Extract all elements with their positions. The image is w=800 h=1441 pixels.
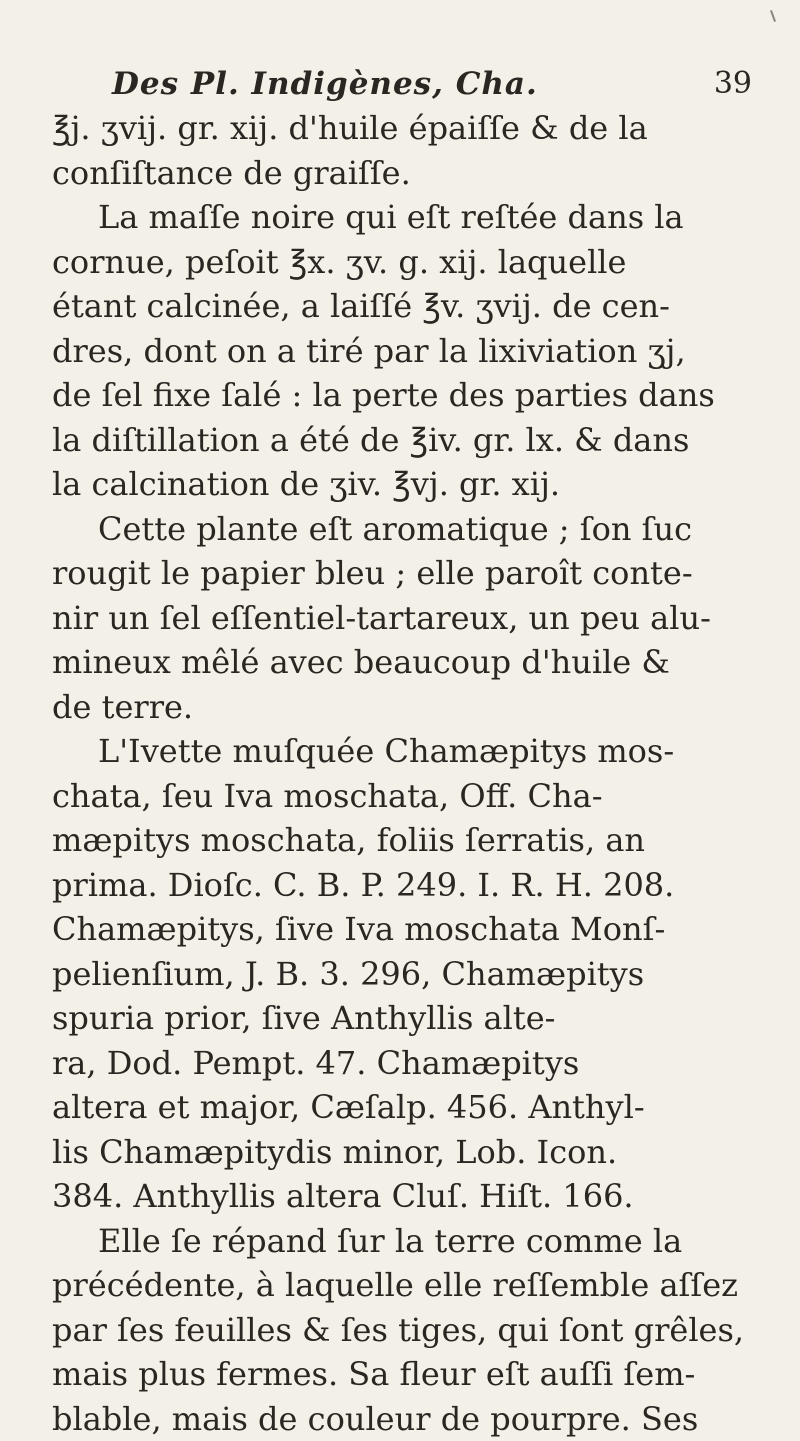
- text-line: L'Ivette muſquée Chamæpitys mos-: [52, 729, 772, 774]
- text-line: ra, Dod. Pempt. 47. Chamæpitys: [52, 1041, 772, 1086]
- text-line: étant calcinée, a laiſſé ℥v. ʒvij. de cen-: [52, 284, 772, 329]
- text-line: Elle ſe répand ſur la terre comme la: [52, 1219, 772, 1264]
- running-title: Des Pl. Indigènes, Cha.: [112, 66, 538, 102]
- text-line: altera et major, Cæſalp. 456. Anthyl-: [52, 1085, 772, 1130]
- text-line: La maſſe noire qui eſt reſtée dans la: [52, 195, 772, 240]
- text-line: mæpitys moschata, foliis ſerratis, an: [52, 818, 772, 863]
- text-line: de ſel fixe ſalé : la perte des parties dans: [52, 373, 772, 418]
- text-line: chata, ſeu Iva moschata, Off. Cha-: [52, 774, 772, 819]
- text-line: Cette plante eſt aromatique ; ſon ſuc: [52, 507, 772, 552]
- body-text: [52, 106, 772, 1441]
- text-line: 384. Anthyllis altera Cluſ. Hiſt. 166.: [52, 1174, 772, 1219]
- text-line: la diſtillation a été de ℥iv. gr. lx. & dans: [52, 418, 772, 463]
- text-line: précédente, à laquelle elle reſſemble aſſez: [52, 1263, 772, 1308]
- text-line: mineux mêlé avec beaucoup d'huile &: [52, 640, 772, 685]
- margin-mark: [770, 10, 776, 22]
- text-line: de terre.: [52, 685, 772, 730]
- text-line: la calcination de ʒiv. ℥vj. gr. xij.: [52, 462, 772, 507]
- text-line: Chamæpitys, ſive Iva moschata Monſ-: [52, 907, 772, 952]
- text-line: lis Chamæpitydis minor, Lob. Icon.: [52, 1130, 772, 1175]
- page-number: 39: [714, 62, 752, 106]
- text-line: conſiſtance de graiſſe.: [52, 151, 772, 196]
- text-line: cornue, peſoit ℥x. ʒv. g. xij. laquelle: [52, 240, 772, 285]
- page-header: [112, 62, 752, 106]
- text-line: pelienſium, J. B. 3. 296, Chamæpitys: [52, 952, 772, 997]
- text-line: dres, dont on a tiré par la lixiviation ʒj,: [52, 329, 772, 374]
- text-line: prima. Dioſc. C. B. P. 249. I. R. H. 208.: [52, 863, 772, 908]
- text-line: spuria prior, ſive Anthyllis alte-: [52, 996, 772, 1041]
- text-line: mais plus fermes. Sa fleur eſt auſſi ſem-: [52, 1352, 772, 1397]
- text-line: ℥j. ʒvij. gr. xij. d'huile épaiſſe & de la: [52, 106, 772, 151]
- text-line: blable, mais de couleur de pourpre. Ses: [52, 1397, 772, 1441]
- text-line: par ſes feuilles & ſes tiges, qui ſont grêles,: [52, 1308, 772, 1353]
- text-line: rougit le papier bleu ; elle paroît conte-: [52, 551, 772, 596]
- text-line: nir un ſel eſſentiel-tartareux, un peu alu-: [52, 596, 772, 641]
